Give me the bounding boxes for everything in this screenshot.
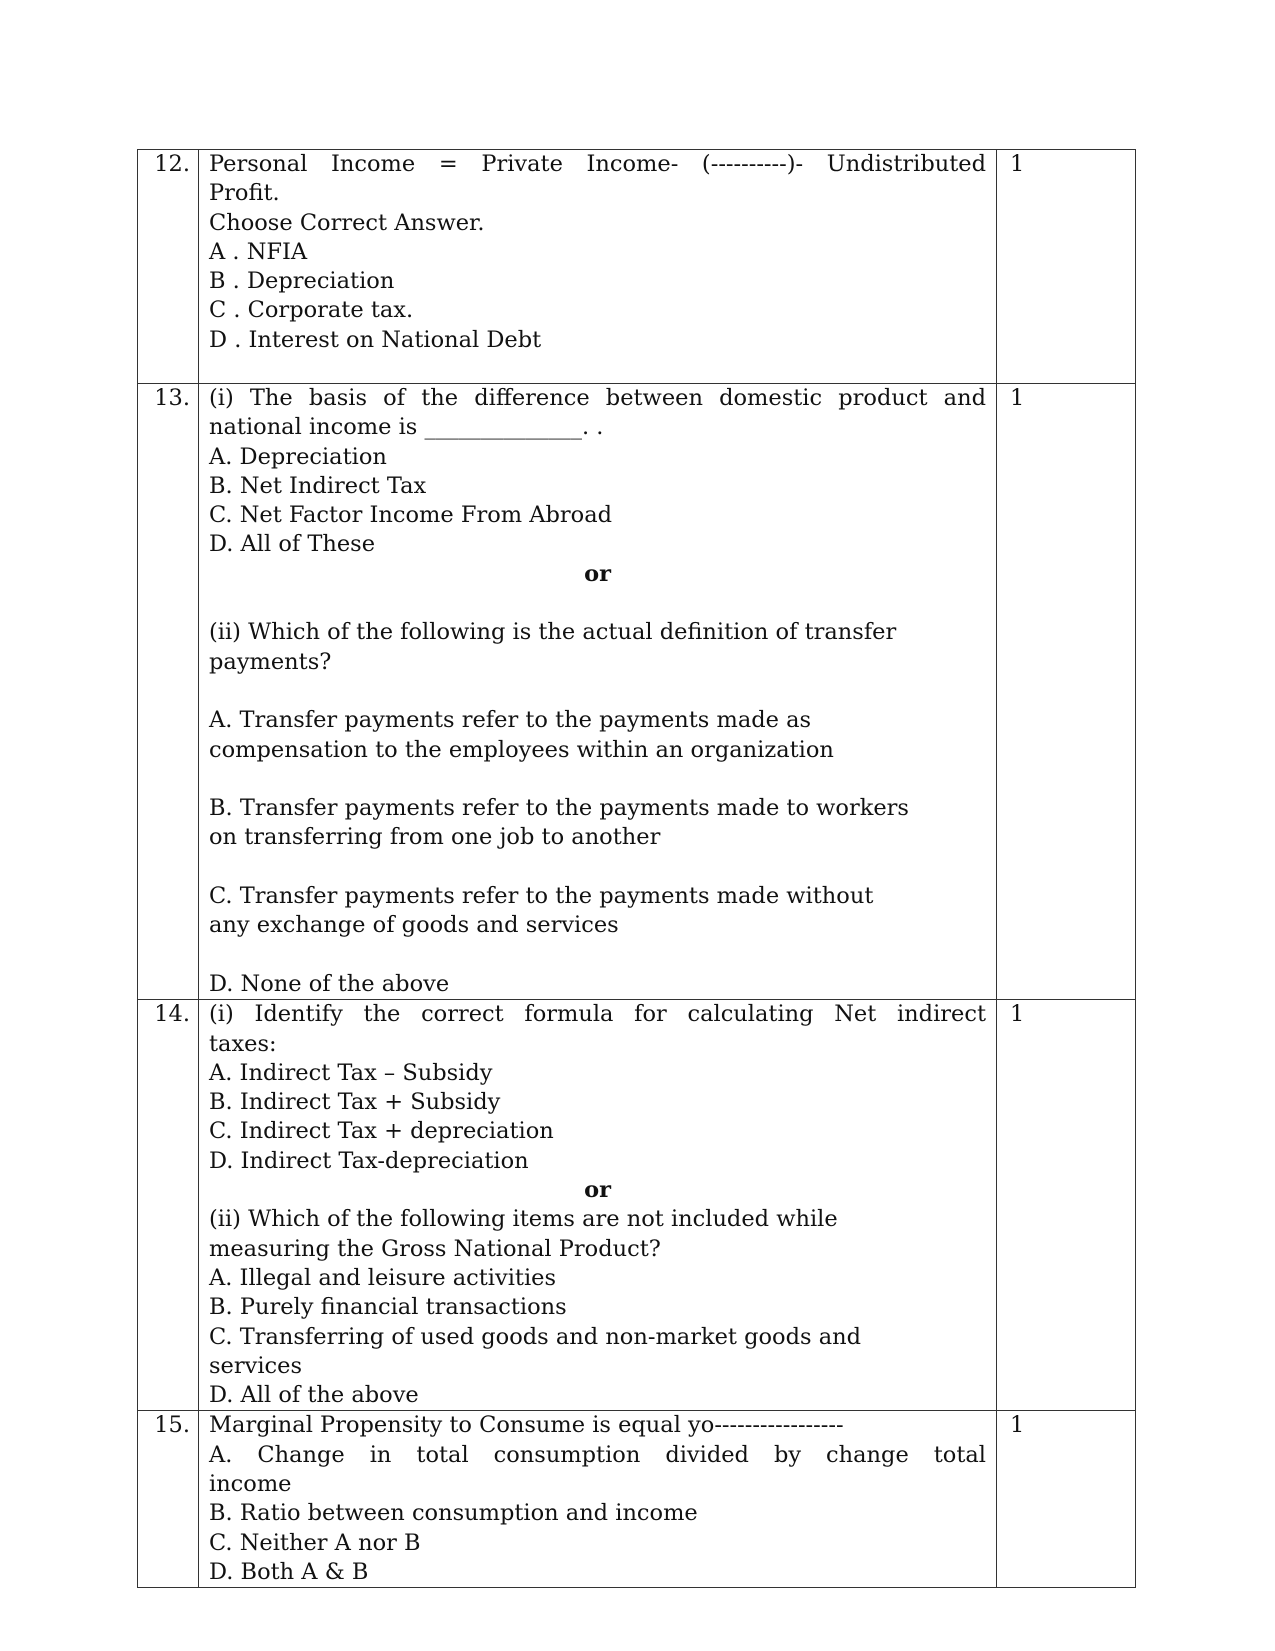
question-row-15	[138, 1411, 1136, 1588]
question-text: Profit.	[209, 180, 280, 207]
question-table	[137, 149, 1136, 1588]
question-row-13	[138, 384, 1136, 1000]
or-separator: or	[584, 1177, 611, 1204]
question-text: national income is ______________. .	[209, 414, 604, 441]
question-text: (ii) Which of the following items are not included while	[209, 1206, 838, 1233]
marks-cell: 1	[997, 1000, 1136, 1411]
question-number: 14.	[138, 1000, 199, 1411]
question-body	[199, 1000, 997, 1411]
question-text: Personal Income = Private Income- (----------)- Undistributed	[209, 151, 986, 177]
marks-cell: 1	[997, 384, 1136, 1000]
marks-cell: 1	[997, 1411, 1136, 1588]
option-c: services	[209, 1352, 302, 1379]
option-d: D. All of These	[209, 531, 376, 558]
question-text: measuring the Gross National Product?	[209, 1235, 661, 1262]
or-separator: or	[584, 560, 611, 587]
option-c: C. Indirect Tax + depreciation	[209, 1118, 554, 1145]
option-a: A. Depreciation	[209, 443, 387, 470]
question-number: 15.	[138, 1411, 199, 1588]
question-text: taxes:	[209, 1030, 277, 1057]
option-d: D . Interest on National Debt	[209, 326, 542, 353]
spacer	[209, 853, 986, 882]
question-body	[199, 1411, 997, 1588]
question-instruction: Choose Correct Answer.	[209, 209, 485, 236]
question-text: (i) The basis of the difference between domestic product and	[209, 385, 986, 411]
question-number: 12.	[138, 150, 199, 384]
option-b: B. Transfer payments refer to the payments made to workers	[209, 795, 909, 822]
option-b: on transferring from one job to another	[209, 824, 661, 851]
option-c: C . Corporate tax.	[209, 297, 414, 324]
marks-cell: 1	[997, 150, 1136, 384]
option-b: B. Net Indirect Tax	[209, 472, 427, 499]
option-a: A . NFIA	[209, 238, 308, 265]
option-b: B. Indirect Tax + Subsidy	[209, 1089, 501, 1116]
option-c: C. Transfer payments refer to the payments made without	[209, 883, 874, 910]
question-text: Marginal Propensity to Consume is equal yo-----------------	[209, 1412, 844, 1439]
option-d: D. Indirect Tax-depreciation	[209, 1147, 529, 1174]
option-c: any exchange of goods and services	[209, 912, 619, 939]
option-a: A. Illegal and leisure activities	[209, 1264, 557, 1291]
option-d: D. Both A & B	[209, 1558, 369, 1585]
spacer	[209, 765, 986, 794]
question-row-14	[138, 1000, 1136, 1411]
option-d: D. None of the above	[209, 970, 450, 997]
question-body	[199, 150, 997, 384]
option-a: A. Transfer payments refer to the payments made as	[209, 707, 812, 734]
spacer	[209, 941, 986, 970]
option-d: D. All of the above	[209, 1382, 419, 1409]
question-number: 13.	[138, 384, 199, 1000]
question-text: (i) Identify the correct formula for calculating Net indirect	[209, 1001, 986, 1028]
question-body	[199, 384, 997, 1000]
spacer	[209, 677, 986, 706]
question-row-12	[138, 150, 1136, 384]
option-a: A. Change in total consumption divided by change total	[209, 1441, 986, 1468]
question-text: payments?	[209, 648, 332, 675]
option-c: C. Neither A nor B	[209, 1529, 421, 1556]
option-b: B. Purely financial transactions	[209, 1294, 567, 1321]
option-b: B . Depreciation	[209, 268, 395, 295]
option-c: C. Net Factor Income From Abroad	[209, 502, 613, 529]
spacer	[209, 589, 986, 618]
option-a: income	[209, 1470, 292, 1497]
question-text: (ii) Which of the following is the actual definition of transfer	[209, 619, 897, 646]
option-a: A. Indirect Tax – Subsidy	[209, 1059, 493, 1086]
option-c: C. Transferring of used goods and non-market goods and	[209, 1323, 862, 1350]
option-b: B. Ratio between consumption and income	[209, 1500, 698, 1527]
option-a: compensation to the employees within an organization	[209, 736, 834, 763]
